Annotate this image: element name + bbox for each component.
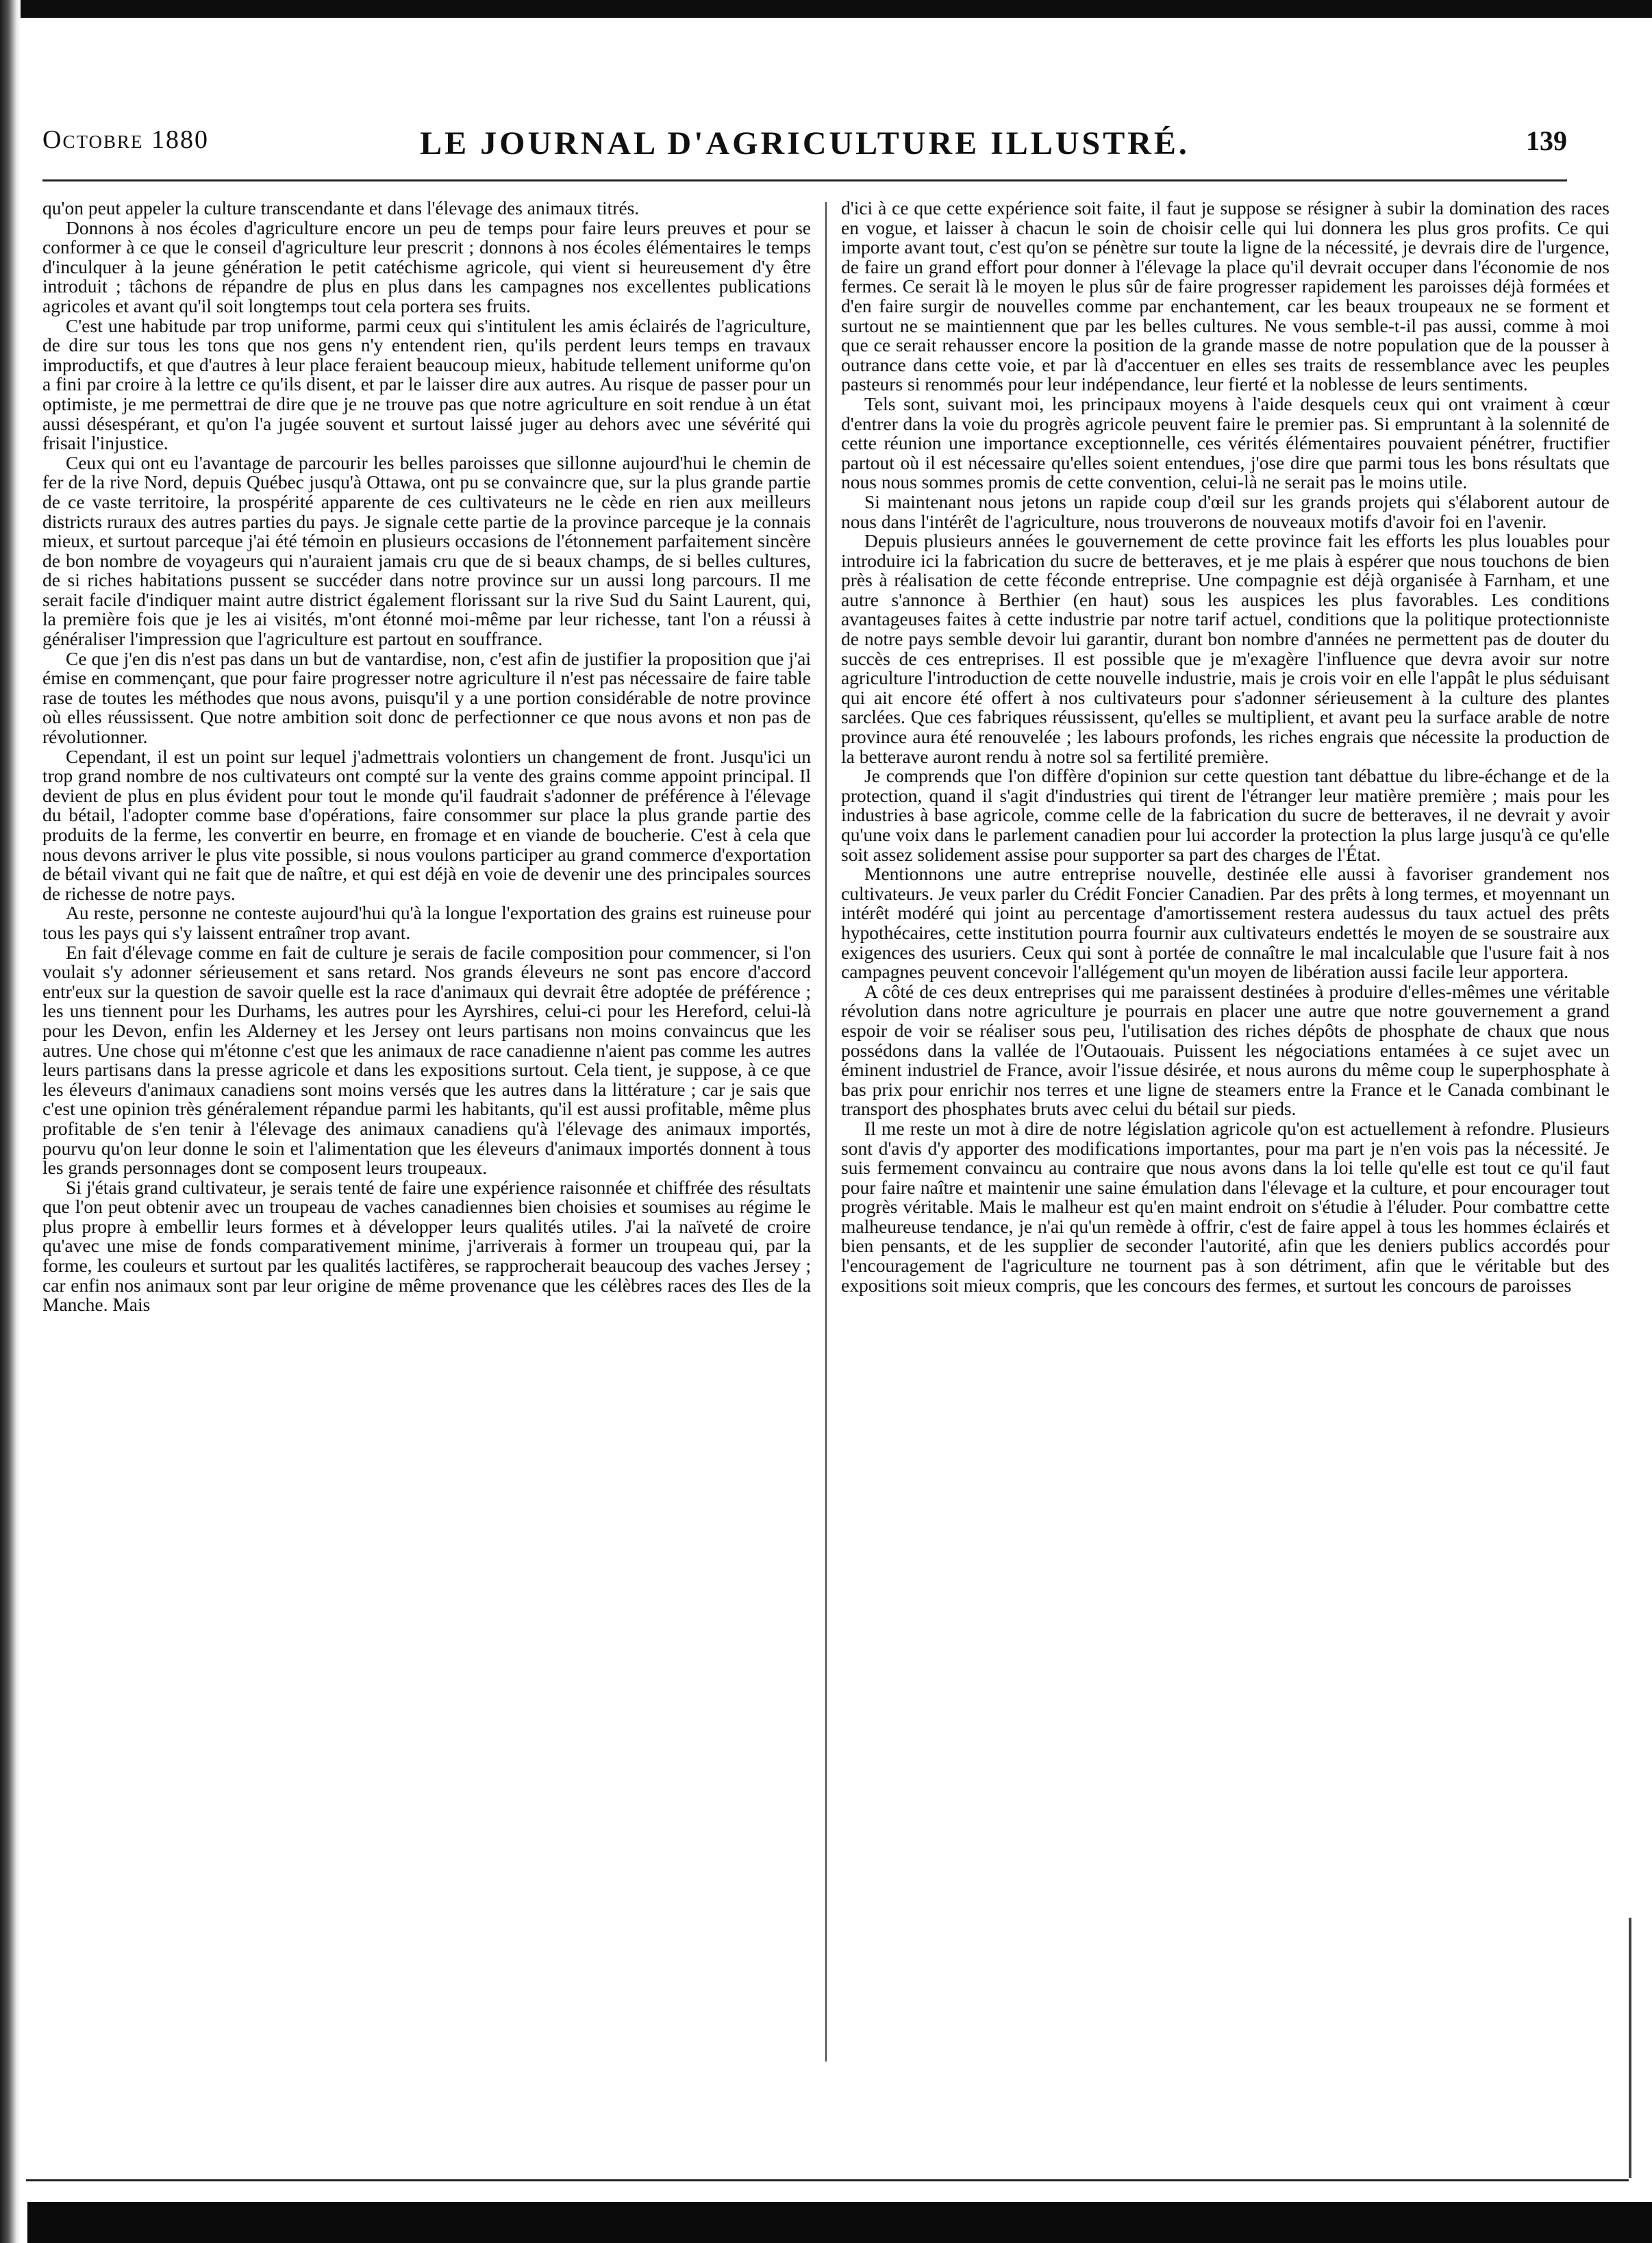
journal-title: LE JOURNAL D'AGRICULTURE ILLUSTRÉ.	[420, 125, 1190, 162]
paragraph: A côté de ces deux entreprises qui me paraissent destinées à produire d'elles-mêmes une véritable révolution dans notre agriculture je pourrais en placer une autre que notre gouvernement a grand espoir de voir se réaliser sous peu, l'utilisation des riches dépôts de phosphate de chaux que nous possédons dans la vallée de l'Outaouais. Puissent les négociations entamées à ce sujet avec un éminent industriel de France, avoir l'issue désirée, et nous aurons du même coup le superphosphate à bas prix pour enrichir nos terres et une ligne de steamers entre la France et le Canada combinant le transport des phosphates bruts avec celui du bétail sur pieds.	[841, 980, 1610, 1120]
paragraph: Ce que j'en dis n'est pas dans un but de vantardise, non, c'est afin de justifier la proposition que j'ai émise en commençant, que pour faire progresser notre agriculture il n'est pas nécessaire de faire table rase de toutes les méthodes que nous avons, puisqu'il y a une portion considérable de notre province où elles réussissent. Que notre ambition soit donc de perfectionner ce que nous avons et non pas de révolutionner.	[42, 647, 811, 748]
paragraph: En fait d'élevage comme en fait de culture je serais de facile composition pour commencer, si l'on voulait s'y adonner sérieusement et sans retard. Nos grands éleveurs ne sont pas encore d'accord entr'eux sur la question de savoir quelle est la race d'animaux qui devrait être adoptée de préférence ; les uns tiennent pour les Durhams, les autres pour les Ayrshires, celui-ci pour les Hereford, celui-là pour les Devon, enfin les Alderney et les Jersey ont leurs partisans non moins convaincus que les autres. Une chose qui m'étonne c'est que les animaux de race canadienne n'aient pas comme les autres leurs partisans dans la presse agricole et dans les expositions surtout. Cela tient, je suppose, à ce que les éleveurs d'animaux canadiens sont moins versés que les autres dans la littérature ; car je sais que c'est une opinion très généralement répandue parmi les habitants, qu'il est aussi profitable, même plus profitable de s'en tenir à l'élevage des animaux canadiens qu'à l'élevage des animaux importés, pourvu qu'on leur donne le soin et l'alimentation que les éleveurs d'animaux importés donnent à tous les grands personnages dont se composent leurs troupeaux.	[42, 941, 811, 1179]
paragraph: d'ici à ce que cette expérience soit faite, il faut je suppose se résigner à subir la domination des races en vogue, et laisser à chacun le soin de choisir celle qui lui donnera les plus gros profits. Ce qui importe avant tout, c'est qu'on se pénètre sur toute la ligne de la nécessité, je devrais dire de l'urgence, de faire un grand effort pour donner à l'élevage la place qu'il devrait occuper dans l'économie de nos fermes. Ce serait là le moyen le plus sûr de faire progresser rapidement les paroisses déjà formées et d'en faire surgir de nouvelles comme par enchantement, car les beaux troupeaux ne se forment et surtout ne se maintiennent que par les belles cultures. Ne vous semble-t-il pas aussi, comme à moi que ce serait rehausser encore la position de la grande masse de notre population que de la pousser à outrance dans cette voie, et par là d'accentuer en elles ses traits de ressemblance avec les peuples pasteurs si renommés pour leur indépendance, leur fierté et la noblesse de leurs sentiments.	[841, 199, 1610, 395]
scan-margin-mark	[1629, 1918, 1631, 2178]
paragraph: Cependant, il est un point sur lequel j'admettrais volontiers un changement de front. Jusqu'ici un trop grand nombre de nos cultivateurs ont compté sur la vente des grains comme appoint principal. Il devient de plus en plus évident pour tout le monde qu'il faudrait s'adonner de préférence à l'élevage du bétail, l'adopter comme base d'opérations, faire consommer sur place la plus grande partie des produits de la ferme, les convertir en beurre, en fromage et en viande de boucherie. C'est à cela que nous devons arriver le plus vite possible, si nous voulons participer au grand commerce d'exportation de bétail vivant qui ne fait que de naître, et qui est déjà en voie de devenir une des principales sources de richesse de notre pays.	[42, 745, 811, 904]
paragraph: Tels sont, suivant moi, les principaux moyens à l'aide desquels ceux qui ont vraiment à cœur d'entrer dans la voie du progrès agricole peuvent faire le premier pas. Si empruntant à la solennité de cette réunion une importance exceptionnelle, ces vérités élémentaires pouvaient pénétrer, fructifier partout où il est nécessaire qu'elles soient entendues, j'ose dire que parmi tous les bons résultats que nous nous sommes promis de cette convention, celui-là ne serait pas le moins utile.	[841, 392, 1610, 493]
paragraph: Il me reste un mot à dire de notre législation agricole qu'on est actuellement à refondre. Plusieurs sont d'avis d'y apporter des modifications importantes, pour ma part je n'en vois pas la nécessité. Je suis fermement convaincu au contraire que nous avons dans la loi telle qu'elle est tout ce qu'il faut pour faire naître et maintenir une saine émulation dans l'élevage et la culture, et pour encourager tout progrès véritable. Mais le malheur est qu'en maint endroit on s'étudie à l'éluder. Pour combattre cette malheureuse tendance, je n'ai qu'un remède à offrir, c'est de faire appel à tous les hommes éclairés et bien pensants, et de les supplier de seconder l'autorité, afin que les deniers publics accordés pour l'encouragement de l'agriculture ne tournent pas à son détriment, afin que le véritable but des expositions soit mieux compris, que les concours des fermes, et surtout les concours de paroisses	[841, 1117, 1610, 1296]
paragraph: Depuis plusieurs années le gouvernement de cette province fait les efforts les plus louables pour introduire ici la fabrication du sucre de betteraves, et je me plais à espérer que nous touchons de bien près à réalisation de cette féconde entreprise. Une compagnie est déjà organisée à Farnham, et une autre s'annonce à Berthier (en haut) sous les auspices les plus favorables. Les conditions avantageuses faites à cette industrie par notre tarif actuel, conditions que la politique protectionniste de notre pays semble devoir lui garantir, durant bon nombre d'années ne permettent pas de douter du succès de ces entreprises. Il est possible que je m'exagère l'influence que devra avoir sur notre agriculture l'introduction de cette nouvelle industrie, mais je crois voir en elle l'appât le plus séduisant qui ait encore été offert à nos cultivateurs pour s'adonner sérieusement à la culture des plantes sarclées. Que ces fabriques réussissent, qu'elles se multiplient, et avant peu la surface arable de notre province aura été renouvelée ; les labours profonds, les riches engrais que nécessite la production de la betterave auront rendu à notre sol sa fertilité première.	[841, 530, 1610, 767]
scan-border-left	[0, 0, 21, 2243]
paragraph: Donnons à nos écoles d'agriculture encore un peu de temps pour faire leurs preuves et pour se conformer à ce que le conseil d'agriculture leur prescrit ; donnons à nos écoles élémentaires le temps d'inculquer à la jeune génération le petit catéchisme agricole, qui vient si heureusement d'y être introduit ; tâchons de répandre de plus en plus dans les campagnes nos excellentes publications agricoles et avant qu'il soit longtemps tout cela portera ses fruits.	[42, 216, 811, 316]
paragraph: Mentionnons une autre entreprise nouvelle, destinée elle aussi à favoriser grandement nos cultivateurs. Je veux parler du Crédit Foncier Canadien. Par des prêts à long termes, et moyennant un intérêt modéré qui joint au percentage d'amortissement restera audessus du taux actuel des prêts hypothécaires, cette institution pourra fournir aux cultivateurs endettés le moyen de se soustraire aux exigences des usuriers. Ceux qui sont à portée de connaître le mal incalculable que l'usure fait à nos campagnes peuvent concevoir l'allégement qu'un moyen de libération aussi facile leur apportera.	[841, 863, 1610, 983]
scan-border-top	[21, 0, 1652, 18]
paragraph: Je comprends que l'on diffère d'opinion sur cette question tant débattue du libre-échange et de la protection, quand il s'agit d'industries qui tirent de l'étranger leur matière première ; mais pour les industries à base agricole, comme celle de la fabrication du sucre de betteraves, il ne devrait y avoir qu'une voix dans le parlement canadien pour lui accorder la protection la plus large jusqu'à ce qu'elle soit assez solidement assise pour supporter sa part des charges de l'État.	[841, 765, 1610, 865]
bottom-rule	[26, 2179, 1629, 2181]
paragraph: Au reste, personne ne conteste aujourd'hui qu'à la longue l'exportation des grains est ruineuse pour tous les pays qui s'y laissent entraîner trop avant.	[42, 902, 811, 943]
column-separator	[825, 202, 827, 2062]
header-date: Octobre 1880	[42, 125, 209, 154]
paragraph: qu'on peut appeler la culture transcendante et dans l'élevage des animaux titrés.	[42, 199, 640, 218]
paragraph: Si j'étais grand cultivateur, je serais tenté de faire une expérience raisonnée et chiffrée des résultats que l'on peut obtenir avec un troupeau de vaches canadiennes bien choisies et soumises au régime le plus propre à embellir leurs formes et à développer leurs qualités utiles. J'ai la naïveté de croire qu'avec une mise de fonds comparativement minime, j'arriverais à former un troupeau qui, par la forme, les couleurs et surtout par les qualités lactifères, se rapprocherait beaucoup des vaches Jersey ; car enfin nos animaux sont par leur origine de même provenance que les célèbres races des Iles de la Manche. Mais	[42, 1176, 811, 1316]
scan-border-bottom	[27, 2202, 1652, 2243]
paragraph: Si maintenant nous jetons un rapide coup d'œil sur les grands projets qui s'élaborent autour de nous dans l'intérêt de l'agriculture, nous trouverons de nouveaux motifs d'avoir foi en l'avenir.	[841, 490, 1610, 532]
header-rule	[42, 179, 1567, 181]
right-column	[841, 199, 1610, 2048]
page-header	[42, 125, 1567, 162]
paragraph: Ceux qui ont eu l'avantage de parcourir les belles paroisses que sillonne aujourd'hui le chemin de fer de la rive Nord, depuis Québec jusqu'à Ottawa, ont pu se convaincre que, sur la plus grande partie de ce vaste territoire, la prospérité apparente de ces cultivateurs ne le cède en rien aux meilleurs districts ruraux des autres parties du pays. Je signale cette partie de la province parceque je la connais mieux, et surtout parceque j'ai été témoin en plusieurs occasions de l'étonnement parfaitement sincère de bon nombre de voyageurs qui n'auraient jamais cru que de si beaux champs, de si belles cultures, de si riches habitations pussent se succéder dans notre province sur un aussi long parcours. Il me serait facile d'indiquer maint autre district également florissant sur la rive Sud du Saint Laurent, qui, la première fois que je les ai visités, m'ont étonné moi-même par leur richesse, tant l'on a réussi à généraliser l'impression que l'agriculture est partout en souffrance.	[42, 451, 811, 650]
page-number: 139	[1526, 125, 1567, 156]
left-column	[42, 199, 811, 2048]
paragraph: C'est une habitude par trop uniforme, parmi ceux qui s'intitulent les amis éclairés de l'agriculture, de dire sur tous les tons que nos gens n'y entendent rien, qu'ils perdent leurs temps en travaux improductifs, et que d'autres à leur place feraient beaucoup mieux, habitude tellement uniforme qu'on a fini par croire à la lettre ce qu'ils disent, et par le laisser dire aux autres. Au risque de passer pour un optimiste, je me permettrai de dire que je ne trouve pas que notre agriculture en soit rendue à un état aussi désespérant, et qu'on l'a jugée souvent et surtout laissé juger au dehors avec une sévérité qui frisait l'injustice.	[42, 314, 811, 454]
